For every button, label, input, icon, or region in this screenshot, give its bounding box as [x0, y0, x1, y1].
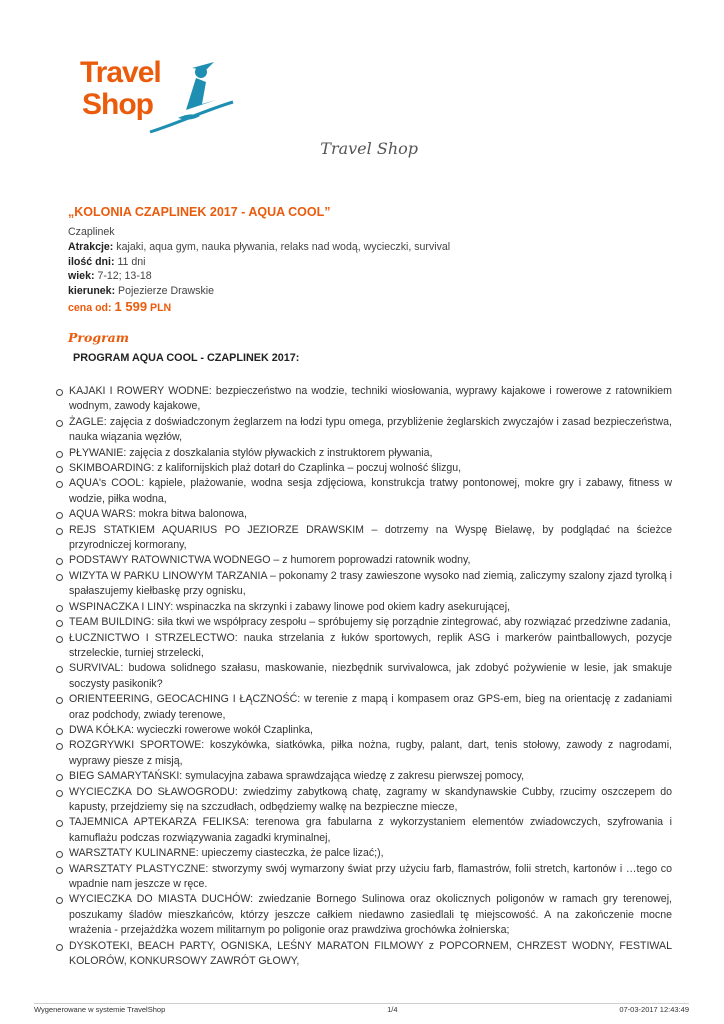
program-item-text: PODSTAWY RATOWNICTWA WODNEGO – z humorem poprowadzi ratownik wodny, [69, 554, 471, 567]
program-item-text: WIZYTA W PARKU LINOWYM TARZANIA – pokonamy 2 trasy zawieszone wysoko nad ziemią, zaliczymy szalony zjazd tyrolką i spałaszujemy kiełbaskę przy ognisku, [69, 569, 672, 598]
svg-text:Shop: Shop [82, 88, 153, 121]
program-item-text: DWA KÓŁKA: wycieczki rowerowe wokół Czaplinka, [69, 723, 313, 736]
program-item [55, 738, 672, 769]
program-item [55, 523, 672, 554]
program-item-text: ORIENTEERING, GEOCACHING I ŁĄCZNOŚĆ: w terenie z mapą i kompasem oraz GPS-em, bieg na orientację z zadaniami oraz podchody, zwiady terenowe, [69, 693, 672, 721]
program-item-text: ŻAGLE: zajęcia z doświadczonym żeglarzem na łodzi typu omega, przybliżenie żeglarskich zwyczajów i zasad bezpieczeństwa, nauka wiązania węzłów, [69, 415, 672, 444]
circle-bullet-icon [56, 666, 63, 673]
program-item-text: REJS STATKIEM AQUARIUS PO JEZIORZE DRAWSKIM – dotrzemy na Wyspę Bielawę, by podglądać na ścieżce przyrodniczej kormorany, [69, 523, 672, 552]
program-item [55, 384, 672, 415]
circle-bullet-icon [56, 481, 63, 488]
circle-bullet-icon [56, 389, 63, 396]
program-item [55, 507, 672, 522]
program-item [55, 815, 672, 846]
program-item [55, 600, 672, 615]
age-label: wiek: [68, 270, 95, 283]
page-footer [34, 1003, 689, 1014]
offer-price [68, 299, 668, 316]
program-item-text: TAJEMNICA APTEKARZA FELIKSA: terenowa gra fabularna z wykorzystaniem elementów zwiadowczych, szyfrowania i kamuflażu podczas rozwiązywania zagadki kryminalnej, [69, 816, 672, 844]
circle-bullet-icon [56, 790, 63, 797]
program-item-text: SKIMBOARDING: z kalifornijskich plaż dotarł do Czaplinka – poczuj wolność ślizgu, [69, 462, 462, 475]
program-item [55, 615, 672, 630]
circle-bullet-icon [56, 867, 63, 874]
program-item [55, 723, 672, 738]
svg-text:Travel: Travel [80, 56, 161, 89]
circle-bullet-icon [56, 697, 63, 704]
circle-bullet-icon [56, 620, 63, 627]
program-item-text: WARSZTATY PLASTYCZNE: stworzymy swój wymarzony świat przy użyciu farb, flamastrów, folii stretch, kartonów i …tego co wpadnie nam jeszcze w ręce. [69, 862, 672, 890]
program-item-text: WSPINACZKA I LINY: wspinaczka na skrzynki i zabawy linowe pod okiem kadry asekurującej, [69, 600, 510, 613]
circle-bullet-icon [56, 897, 63, 904]
footer-generator: Wygenerowane w systemie TravelShop [34, 1005, 166, 1014]
program-title: PROGRAM AQUA COOL - CZAPLINEK 2017: [73, 352, 300, 364]
age-value: 7-12; 13-18 [94, 270, 152, 283]
program-item [55, 785, 672, 816]
program-item [55, 631, 672, 662]
program-item [55, 692, 672, 723]
program-item [55, 939, 672, 970]
price-amount: 1 599 [114, 298, 148, 314]
circle-bullet-icon [56, 466, 63, 473]
program-item-text: TEAM BUILDING: siła tkwi we współpracy zespołu – spróbujemy się porządnie zintegrować, aby rozwiązać przedziwne zadania, [69, 616, 671, 629]
direction-value: Pojezierze Drawskie [115, 285, 215, 298]
attractions-label: Atrakcje: [68, 240, 114, 253]
offer-details [68, 205, 668, 316]
program-item [55, 846, 672, 861]
program-item-text: KAJAKI I ROWERY WODNE: bezpieczeństwo na wodzie, techniki wiosłowania, wyprawy kajakowe i rowerowe z ratownikiem wodnym, zawody kajakowe, [69, 385, 672, 413]
circle-bullet-icon [56, 851, 63, 858]
circle-bullet-icon [56, 451, 63, 458]
price-currency: PLN [150, 301, 172, 314]
offer-attractions [68, 240, 668, 255]
program-item-text: WYCIECZKA DO MIASTA DUCHÓW: zwiedzanie Bornego Sulinowa oraz okolicznych poligonów w ramach gry terenowej, poszukamy śladów mieszkańców, którzy jeszcze całkiem niedawno zasiedlali tę miejscowość. A na zakończenie mocne wrażenia - przejażdżka wozem militarnym po poligonie oraz prawdziwa grochówka żołnierska; [69, 893, 672, 937]
price-label: cena od: [68, 301, 112, 314]
circle-bullet-icon [56, 774, 63, 781]
program-item-text: ŁUCZNICTWO I STRZELECTWO: nauka strzelania z łuków sportowych, replik ASG i markerów paintballowych, pozycje strzeleckie, turniej strzelecki, [69, 631, 672, 659]
offer-direction [68, 284, 668, 299]
program-item-text: ROZGRYWKI SPORTOWE: koszykówka, siatkówka, piłka nożna, rugby, palant, dart, tenis stołowy, zawody z nagrodami, wyprawy piesze z misją, [69, 739, 672, 767]
offer-days [68, 255, 668, 270]
program-item [55, 769, 672, 784]
footer-page-number: 1/4 [387, 1005, 398, 1014]
program-list [55, 384, 672, 969]
circle-bullet-icon [56, 728, 63, 735]
program-item-text: SURVIVAL: budowa solidnego szałasu, maskowanie, niezbędnik survivalowca, jak zdobyć pożywienie w lesie, jak smakuje soczysty pasikonik? [69, 662, 672, 690]
offer-title: „KOLONIA CZAPLINEK 2017 - AQUA COOL” [68, 205, 331, 219]
days-value: 11 dni [114, 255, 146, 268]
program-item [55, 415, 672, 446]
direction-label: kierunek: [68, 285, 116, 298]
site-title: Travel Shop [320, 139, 418, 158]
circle-bullet-icon [56, 605, 63, 612]
program-item [55, 569, 672, 600]
circle-bullet-icon [56, 636, 63, 643]
program-item [55, 661, 672, 692]
program-heading: Program [68, 330, 129, 345]
program-item-text: WYCIECZKA DO SŁAWOGRODU: zwiedzimy zabytkową chatę, zagramy w skandynawskie Cubby, rzucimy oszczepem do kapusty, przejdziemy się na szczudłach, odbędziemy walkę na bezpieczne miecze, [69, 785, 672, 813]
program-item [55, 892, 672, 938]
circle-bullet-icon [56, 528, 63, 535]
circle-bullet-icon [56, 574, 63, 581]
program-item [55, 446, 672, 461]
program-item [55, 553, 672, 568]
program-item-text: DYSKOTEKI, BEACH PARTY, OGNISKA, LEŚNY MARATON FILMOWY z POPCORNEM, CHRZEST WODNY, FESTIWAL KOLORÓW, KONKURSOWY ZAWRÓT GŁOWY, [69, 939, 672, 968]
circle-bullet-icon [56, 743, 63, 750]
offer-age [68, 269, 668, 284]
circle-bullet-icon [56, 512, 63, 519]
circle-bullet-icon [56, 558, 63, 565]
program-item-text: AQUA WARS: mokra bitwa balonowa, [69, 508, 248, 521]
program-item [55, 461, 672, 476]
program-item-text: AQUA's COOL: kąpiele, plażowanie, wodna sesja zdjęciowa, konstrukcja tratwy pontonowej, mokre gry i zabawy, fitness w wodzie, piłka wodna, [69, 477, 672, 505]
program-item-text: PŁYWANIE: zajęcia z doszkalania stylów pływackich z instruktorem pływania, [69, 446, 433, 459]
travel-shop-logo[interactable] [78, 52, 238, 142]
circle-bullet-icon [56, 820, 63, 827]
program-item [55, 476, 672, 507]
program-item [55, 862, 672, 893]
attractions-value: kajaki, aqua gym, nauka pływania, relaks nad wodą, wycieczki, survival [113, 240, 451, 253]
footer-timestamp: 07-03-2017 12:43:49 [619, 1005, 689, 1014]
offer-location: Czaplinek [68, 226, 115, 238]
circle-bullet-icon [56, 420, 63, 427]
program-item-text: BIEG SAMARYTAŃSKI: symulacyjna zabawa sprawdzająca wiedzę z zakresu pierwszej pomocy, [69, 770, 525, 783]
days-label: ilość dni: [68, 255, 115, 268]
program-item-text: WARSZTATY KULINARNE: upieczemy ciasteczka, że palce lizać;), [69, 847, 384, 860]
circle-bullet-icon [56, 944, 63, 951]
